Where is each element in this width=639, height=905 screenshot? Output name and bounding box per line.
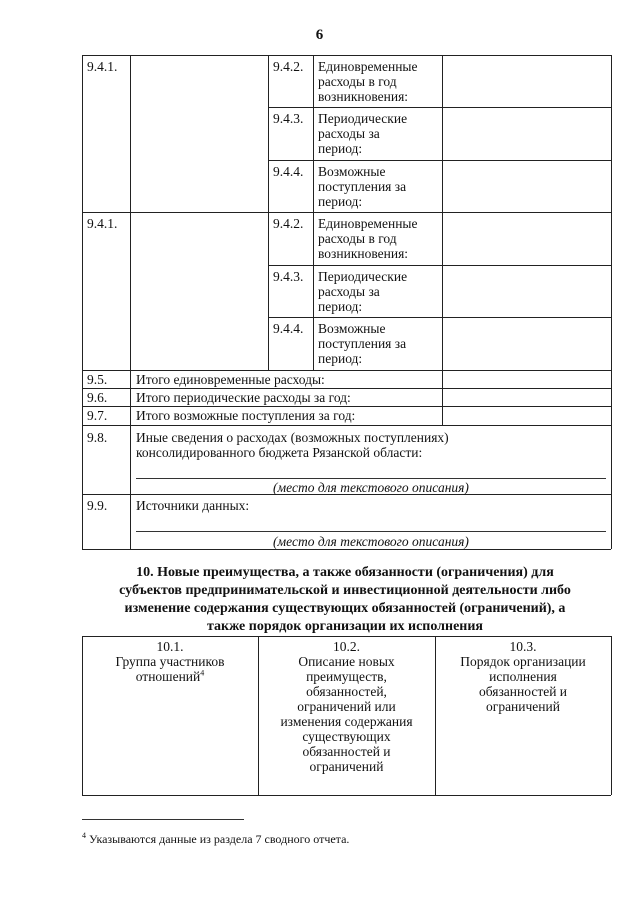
row-number: 9.5.: [87, 372, 108, 387]
column-header-10-3: 10.3. Порядок организации исполнения обязанностей и ограничений: [460, 639, 586, 714]
footnote-separator: [82, 819, 244, 820]
section10-heading: 10. Новые преимущества, а также обязанности (ограничения) для субъектов предпринимательской и инвестиционной деятельности либо изменение содержания существующих обязанностей (ограничений), а также порядок организации их исполнения: [119, 565, 571, 634]
total-label: Итого периодические расходы за год:: [136, 390, 351, 405]
sub-row-number: 9.4.3.: [273, 269, 304, 284]
text-entry-line: [136, 531, 606, 532]
row-number: 9.8.: [87, 430, 108, 445]
text-entry-line: [136, 478, 606, 479]
sub-row-number: 9.4.2.: [273, 59, 304, 74]
sub-row-number: 9.4.2.: [273, 216, 304, 231]
row99-label: Источники данных:: [136, 498, 250, 513]
sub-row-number: 9.4.4.: [273, 321, 304, 336]
text-placeholder: (место для текстового описания): [273, 534, 469, 549]
sub-row-number: 9.4.4.: [273, 164, 304, 179]
total-label: Итого возможные поступления за год:: [136, 408, 356, 423]
row98-label: Иные сведения о расходах (возможных поступлениях) консолидированного бюджета Рязанской области:: [136, 430, 449, 460]
sub-row-label: Периодические расходы за период:: [318, 269, 408, 314]
row-number: 9.4.1.: [87, 59, 118, 74]
row-number: 9.9.: [87, 498, 108, 513]
sub-row-label: Возможные поступления за период:: [318, 164, 407, 209]
column-header-10-1: 10.1. Группа участников отношений$^4$: [115, 639, 225, 684]
sub-row-label: Возможные поступления за период:: [318, 321, 407, 366]
column-header-10-2: 10.2. Описание новых преимуществ, обязанностей, ограничений или изменения содержания существующих обязанностей и ограничений: [280, 639, 413, 774]
row-number: 9.4.1.: [87, 216, 118, 231]
sub-row-label: Единовременные расходы в год возникновения:: [318, 216, 418, 261]
row-number: 9.7.: [87, 408, 108, 423]
total-label: Итого единовременные расходы:: [136, 372, 325, 387]
footnote: $^4$ Указываются данные из раздела 7 сводного отчета.: [82, 831, 350, 846]
row-number: 9.6.: [87, 390, 108, 405]
sub-row-label: Периодические расходы за период:: [318, 111, 408, 156]
sub-row-number: 9.4.3.: [273, 111, 304, 126]
sub-row-label: Единовременные расходы в год возникновения:: [318, 59, 418, 104]
page-number: 6: [315, 27, 324, 43]
text-placeholder: (место для текстового описания): [273, 480, 469, 495]
